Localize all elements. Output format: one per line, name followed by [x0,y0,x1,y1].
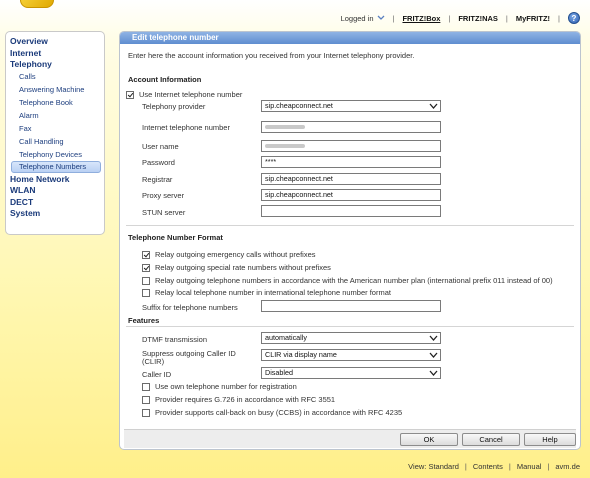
password-input[interactable]: **** [261,156,441,168]
clir-select[interactable] [261,349,441,361]
feat-own-number-label: Use own telephone number for registration [155,382,297,391]
help-icon[interactable]: ? [568,12,580,24]
nav-wlan[interactable]: WLAN [10,185,36,195]
fmt-local-row[interactable] [142,288,391,297]
username-label: User name [142,142,179,151]
fmt-special-label: Relay outgoing special rate numbers without prefixes [155,263,331,272]
fmt-special-checkbox[interactable] [142,264,150,272]
clir-label: Suppress outgoing Caller ID (CLIR) [142,349,236,366]
nav-telephone-numbers[interactable]: Telephone Numbers [11,161,101,173]
nav-answering-machine[interactable]: Answering Machine [19,84,85,94]
fmt-local-checkbox[interactable] [142,289,150,297]
fmt-emergency-checkbox[interactable] [142,251,150,259]
feat-ccbs-row[interactable] [142,408,402,417]
fmt-american-label: Relay outgoing telephone numbers in accordance with the American number plan (international prefix 011 instead of 00) [155,276,553,285]
separator: | [505,13,508,23]
proxy-input[interactable]: sip.cheapconnect.net [261,189,441,201]
chevron-down-icon [429,369,438,377]
section-number-format: Telephone Number Format [128,233,223,242]
section-account: Account Information [128,75,202,84]
fmt-american-checkbox[interactable] [142,277,150,285]
nav-call-handling[interactable]: Call Handling [19,136,64,146]
feat-own-number-checkbox[interactable] [142,383,150,391]
proxy-label: Proxy server [142,191,185,200]
separator: | [392,13,395,23]
fritz-logo [20,0,54,8]
stun-input[interactable] [261,205,441,217]
dtmf-label: DTMF transmission [142,335,208,344]
nav-telephony[interactable]: Telephony [10,59,52,69]
footer-view[interactable]: View: Standard [408,462,459,471]
feat-own-number-row[interactable] [142,382,297,391]
edit-number-panel [119,31,581,450]
nav-calls[interactable]: Calls [19,71,36,81]
separator: | [508,462,511,471]
callerid-value: Disabled [265,368,293,377]
chevron-down-icon [429,334,438,342]
ok-button[interactable]: OK [400,433,458,446]
internet-number-label: Internet telephone number [142,123,230,132]
panel-title: Edit telephone number [120,32,580,44]
fmt-emergency-row[interactable] [142,250,316,259]
separator: | [448,13,451,23]
separator: | [464,462,467,471]
footer-avm-link[interactable]: avm.de [555,462,580,471]
cancel-button[interactable]: Cancel [462,433,520,446]
footer-manual[interactable]: Manual [516,462,542,471]
callerid-select[interactable] [261,367,441,379]
use-internet-number-label: Use Internet telephone number [139,90,243,99]
nav-internet[interactable]: Internet [10,47,42,58]
link-myfritz[interactable]: MyFRITZ! [515,13,551,23]
nav-home-network[interactable]: Home Network [10,173,70,184]
nav-system[interactable]: System [10,208,41,218]
chevron-down-icon [377,15,385,21]
separator: | [558,13,560,23]
use-internet-number-row[interactable] [126,90,242,99]
fmt-emergency-label: Relay outgoing emergency calls without prefixes [155,250,316,259]
feat-g726-checkbox[interactable] [142,396,150,404]
username-input[interactable] [261,140,441,152]
clir-value: CLIR via display name [265,350,337,359]
footer-contents[interactable]: Contents [472,462,503,471]
link-fritzbox[interactable]: FRITZ!Box [402,13,441,23]
registrar-label: Registrar [142,175,173,184]
fmt-local-label: Relay local telephone number in international telephone number format [155,288,391,297]
dtmf-value: automatically [265,333,307,342]
feat-ccbs-label: Provider supports call-back on busy (CCBS) in accordance with RFC 4235 [155,408,403,417]
divider [126,225,574,226]
chevron-down-icon [429,102,438,110]
chevron-down-icon [429,351,438,359]
fmt-special-row[interactable] [142,263,331,272]
separator: | [547,462,550,471]
logged-in-status[interactable]: Logged in [340,13,374,23]
nav-overview[interactable]: Overview [10,36,48,46]
section-features: Features [128,316,160,325]
redacted-value [265,125,305,129]
nav-telephone-book[interactable]: Telephone Book [19,97,73,107]
password-label: Password [142,158,175,167]
redacted-value [265,144,305,148]
feat-g726-label: Provider requires G.726 in accordance with RFC 3551 [155,395,336,404]
fmt-american-row[interactable] [142,276,553,285]
help-button[interactable]: Help [524,433,576,446]
stun-label: STUN server [142,208,186,217]
divider [126,326,574,327]
feat-ccbs-checkbox[interactable] [142,409,150,417]
nav-fax[interactable]: Fax [19,123,32,133]
suffix-label: Suffix for telephone numbers [142,303,238,312]
provider-value: sip.cheapconnect.net [265,101,333,110]
provider-label: Telephony provider [142,102,206,111]
button-bar [124,429,576,448]
nav-dect[interactable]: DECT [10,196,34,207]
provider-select[interactable] [261,100,441,112]
feat-g726-row[interactable] [142,395,335,404]
registrar-input[interactable]: sip.cheapconnect.net [261,173,441,185]
dtmf-select[interactable] [261,332,441,344]
nav-alarm[interactable]: Alarm [19,110,39,120]
link-fritznas[interactable]: FRITZ!NAS [458,13,498,23]
use-internet-number-checkbox[interactable] [126,91,134,99]
sidebar-nav [5,31,105,235]
intro-text: Enter here the account information you received from your Internet telephony provider. [128,51,415,60]
footer [408,462,580,471]
suffix-input[interactable] [261,300,441,312]
callerid-label: Caller ID [142,370,172,379]
internet-number-input[interactable] [261,121,441,133]
nav-telephony-devices[interactable]: Telephony Devices [19,149,82,159]
top-bar [341,11,580,25]
